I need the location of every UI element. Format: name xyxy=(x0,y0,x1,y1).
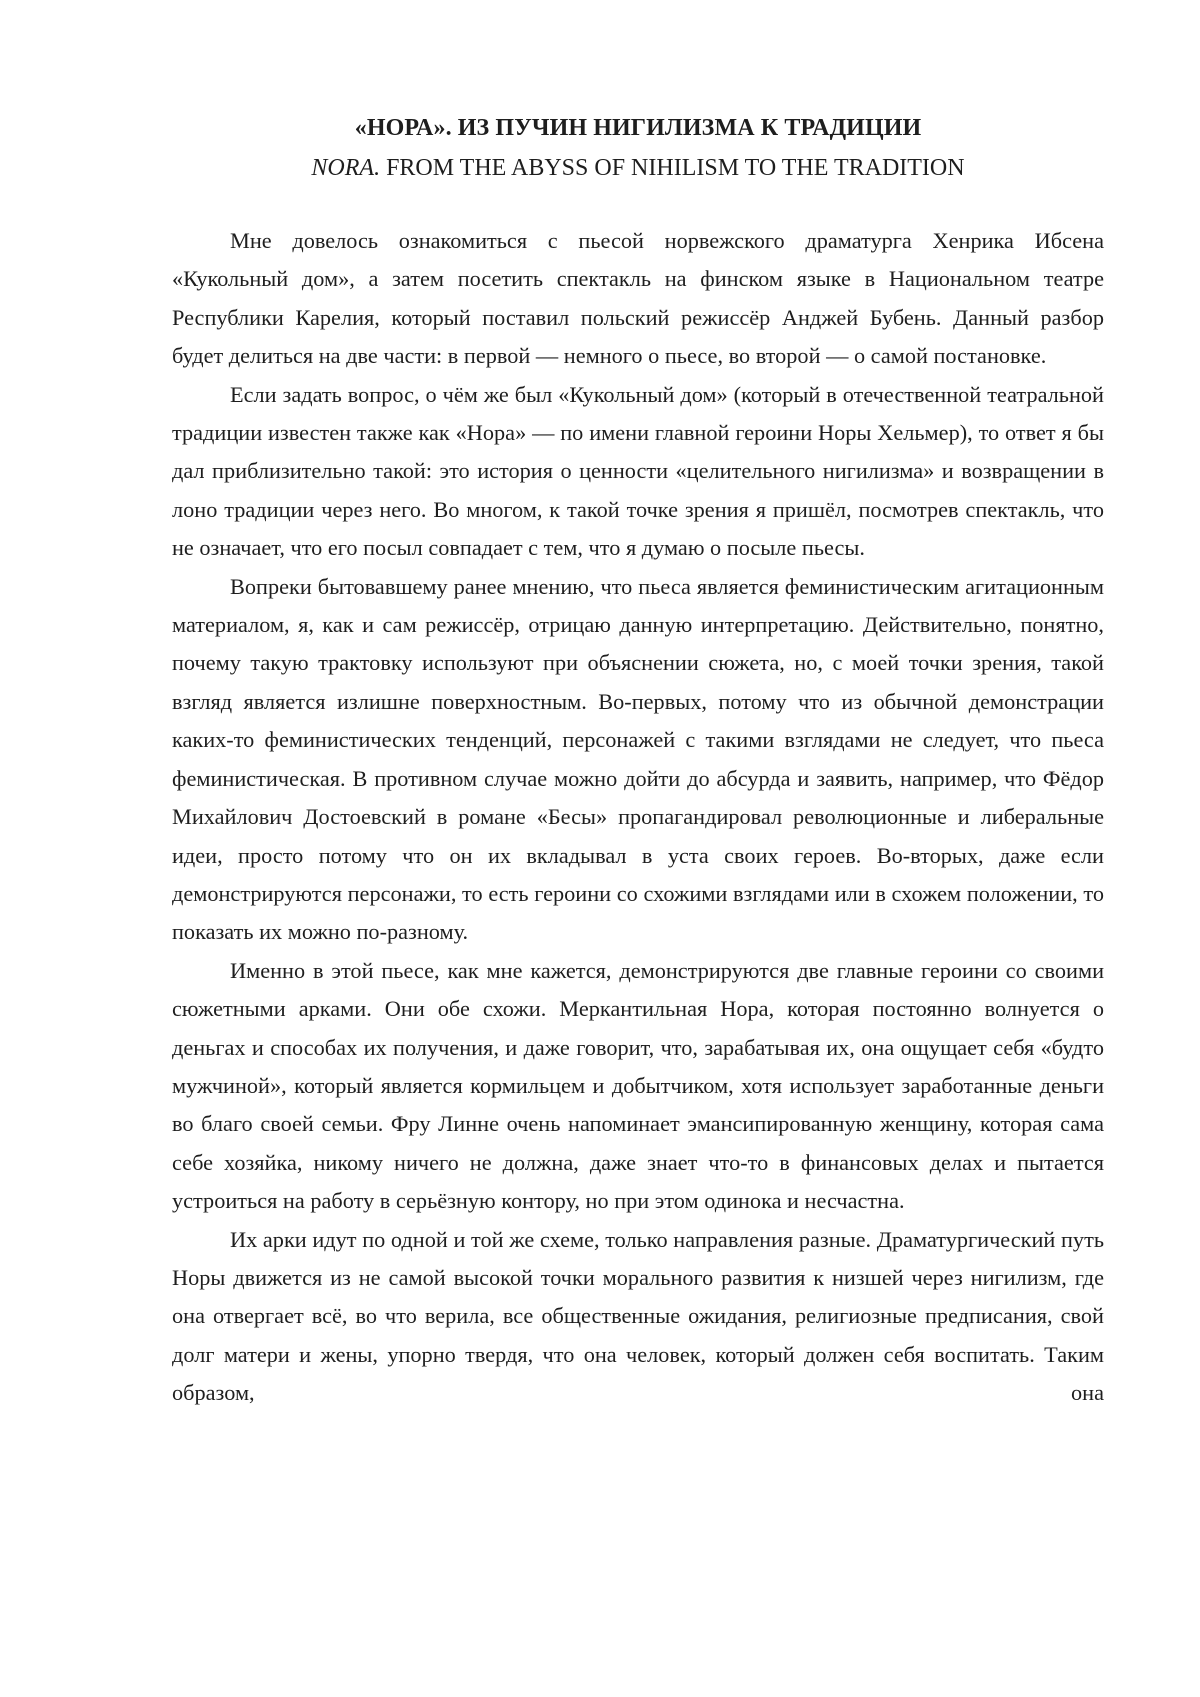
paragraph-1: Мне довелось ознакомиться с пьесой норвежского драматурга Хенрика Ибсена «Кукольный дом», а затем посетить спектакль на финском языке в Национальном театре Республики Карелия, который поставил польский режиссёр Анджей Бубень. Данный разбор будет делиться на две части: в первой — немного о пьесе, во второй — о самой постановке. xyxy=(172,228,1104,369)
document-page xyxy=(172,108,1104,1413)
paragraph-4: Именно в этой пьесе, как мне кажется, демонстрируются две главные героини со своими сюжетными арками. Они обе схожи. Меркантильная Нора, которая постоянно волнуется о деньгах и способах их получения, и даже говорит, что, зарабатывая их, она ощущает себя «будто мужчиной», который является кормильцем и добытчиком, хотя использует заработанные деньги во благо своей семьи. Фру Линне очень напоминает эмансипированную женщину, которая сама себе хозяйка, никому ничего не должна, даже знает что-то в финансовых делах и пытается устроиться на работу в серьёзную контору, но при этом одинока и несчастна. xyxy=(172,957,1104,1214)
title-russian: «НОРА». ИЗ ПУЧИН НИГИЛИЗМА К ТРАДИЦИИ xyxy=(354,115,922,141)
title-english-italic: NORA. xyxy=(311,155,381,181)
body-text xyxy=(172,222,1104,1413)
paragraph-3: Вопреки бытовавшему ранее мнению, что пьеса является феминистическим агитационным материалом, я, как и сам режиссёр, отрицаю данную интерпретацию. Действительно, понятно, почему такую трактовку используют при объяснении сюжета, но, с моей точки зрения, такой взгляд является излишне поверхностным. Во-первых, потому что из обычной демонстрации каких-то феминистических тенденций, персонажей с такими взглядами не следует, что пьеса феминистическая. В противном случае можно дойти до абсурда и заявить, например, что Фёдор Михайлович Достоевский в романе «Бесы» пропагандировал революционные и либеральные идеи, просто потому что он их вкладывал в уста своих героев. Во-вторых, даже если демонстрируются персонажи, то есть героини со схожими взглядами или в схожем положении, то показать их можно по-разному. xyxy=(172,573,1104,945)
title-english-rest: FROM THE ABYSS OF NIHILISM TO THE TRADITION xyxy=(380,155,965,181)
title-english xyxy=(172,148,1104,188)
paragraph-5: Их арки идут по одной и той же схеме, только направления разные. Драматургический путь Норы движется из не самой высокой точки морального развития к низшей через нигилизм, где она отвергает всё, во что верила, все общественные ожидания, религиозные предписания, свой долг матери и жены, упорно твердя, что она человек, который должен себя воспитать. Таким образом, она xyxy=(172,1226,1104,1406)
paragraph-2: Если задать вопрос, о чём же был «Кукольный дом» (который в отечественной театральной традиции известен также как «Нора» — по имени главной героини Норы Хельмер), то ответ я бы дал приблизительно такой: это история о ценности «целительного нигилизма» и возвращении в лоно традиции через него. Во многом, к такой точке зрения я пришёл, посмотрев спектакль, что не означает, что его посыл совпадает с тем, что я думаю о посыле пьесы. xyxy=(172,381,1104,561)
